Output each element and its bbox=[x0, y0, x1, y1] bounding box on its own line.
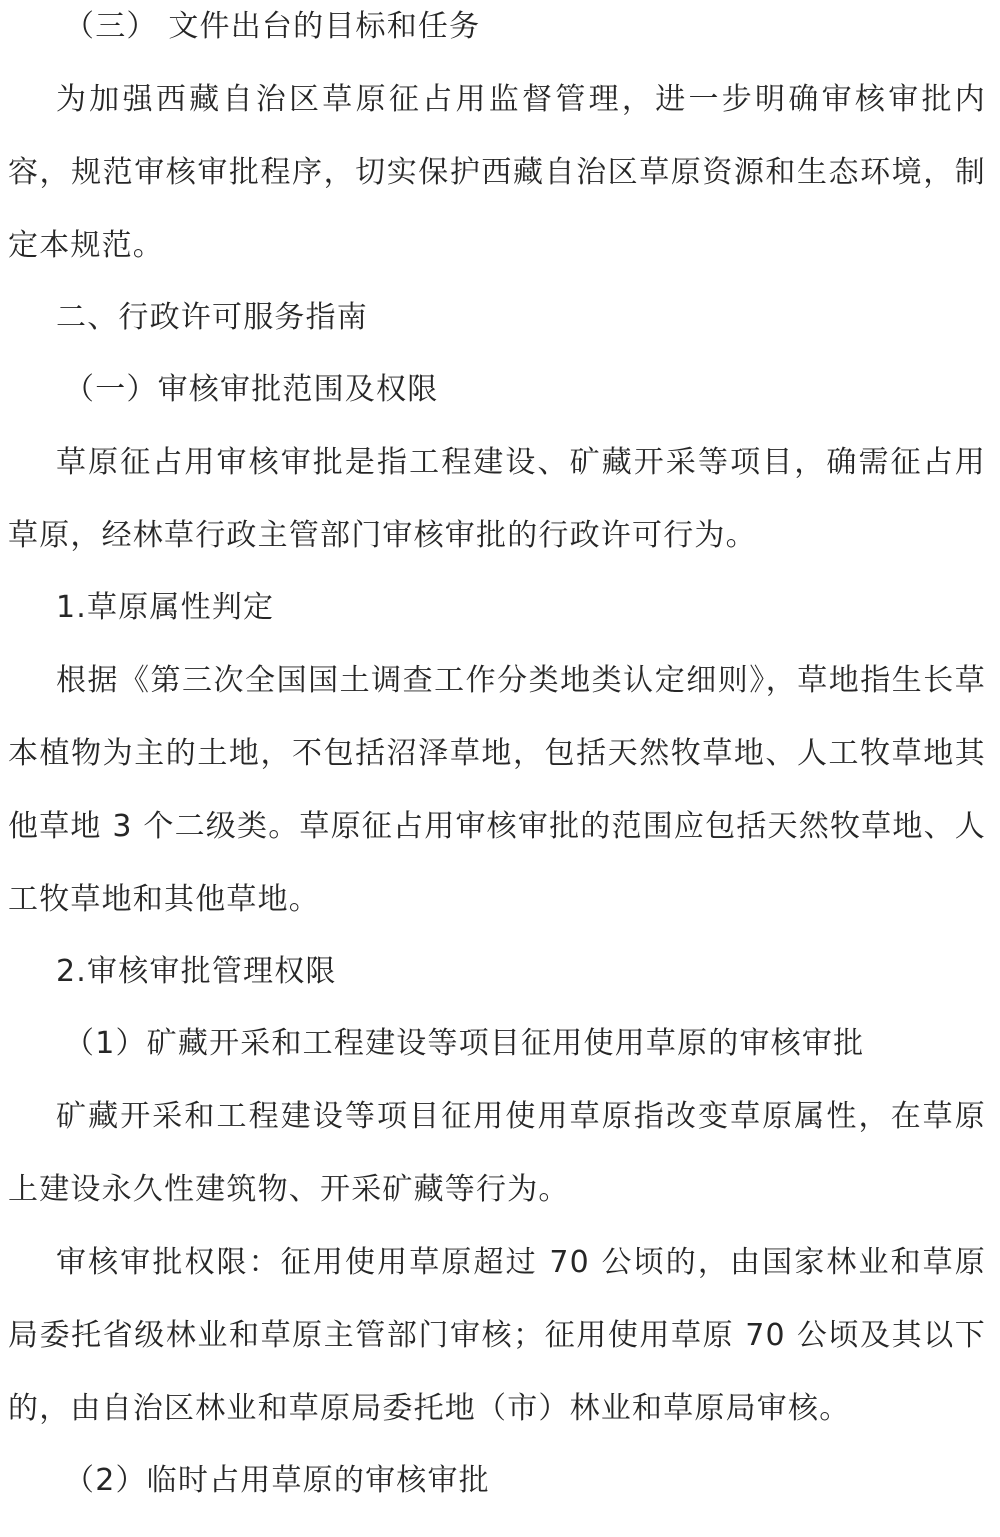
section-heading-objectives: （三） 文件出台的目标和任务 bbox=[64, 9, 481, 44]
paragraph-scope-definition: 草原征占用审核审批是指工程建设、矿藏开采等项目，确需征占用草原，经林草行政主管部门审核审批的行政许可行为。 bbox=[8, 445, 986, 553]
chapter-heading-service-guide: 二、行政许可服务指南 bbox=[56, 300, 368, 335]
paragraph-purpose: 为加强西藏自治区草原征占用监督管理，进一步明确审核审批内容，规范审核审批程序，切实保护西藏自治区草原资源和生态环境，制定本规范。 bbox=[8, 82, 986, 263]
subheading-authority: 2.审核审批管理权限 bbox=[56, 954, 337, 989]
section-heading-scope: （一）审核审批范围及权限 bbox=[64, 372, 439, 407]
item-heading-mining-construction: （1）矿藏开采和工程建设等项目征用使用草原的审核审批 bbox=[64, 1026, 865, 1061]
paragraph-approval-authority: 审核审批权限：征用使用草原超过 70 公顷的，由国家林业和草原局委托省级林业和草原主管部门审核；征用使用草原 70 公顷及其以下的，由自治区林业和草原局委托地（市）林业和草原局审核。 bbox=[8, 1245, 986, 1426]
paragraph-grassland-attribute: 根据《第三次全国国土调查工作分类地类认定细则》，草地指生长草本植物为主的土地，不包括沼泽草地，包括天然牧草地、人工牧草地其他草地 3 个二级类。草原征占用审核审批的范围应包括天然牧草地、人工牧草地和其他草地。 bbox=[8, 663, 986, 917]
item-heading-temporary-use: （2）临时占用草原的审核审批 bbox=[64, 1463, 490, 1498]
subheading-grassland-attribute: 1.草原属性判定 bbox=[56, 590, 275, 625]
paragraph-mining-construction: 矿藏开采和工程建设等项目征用使用草原指改变草原属性，在草原上建设永久性建筑物、开采矿藏等行为。 bbox=[8, 1099, 986, 1207]
